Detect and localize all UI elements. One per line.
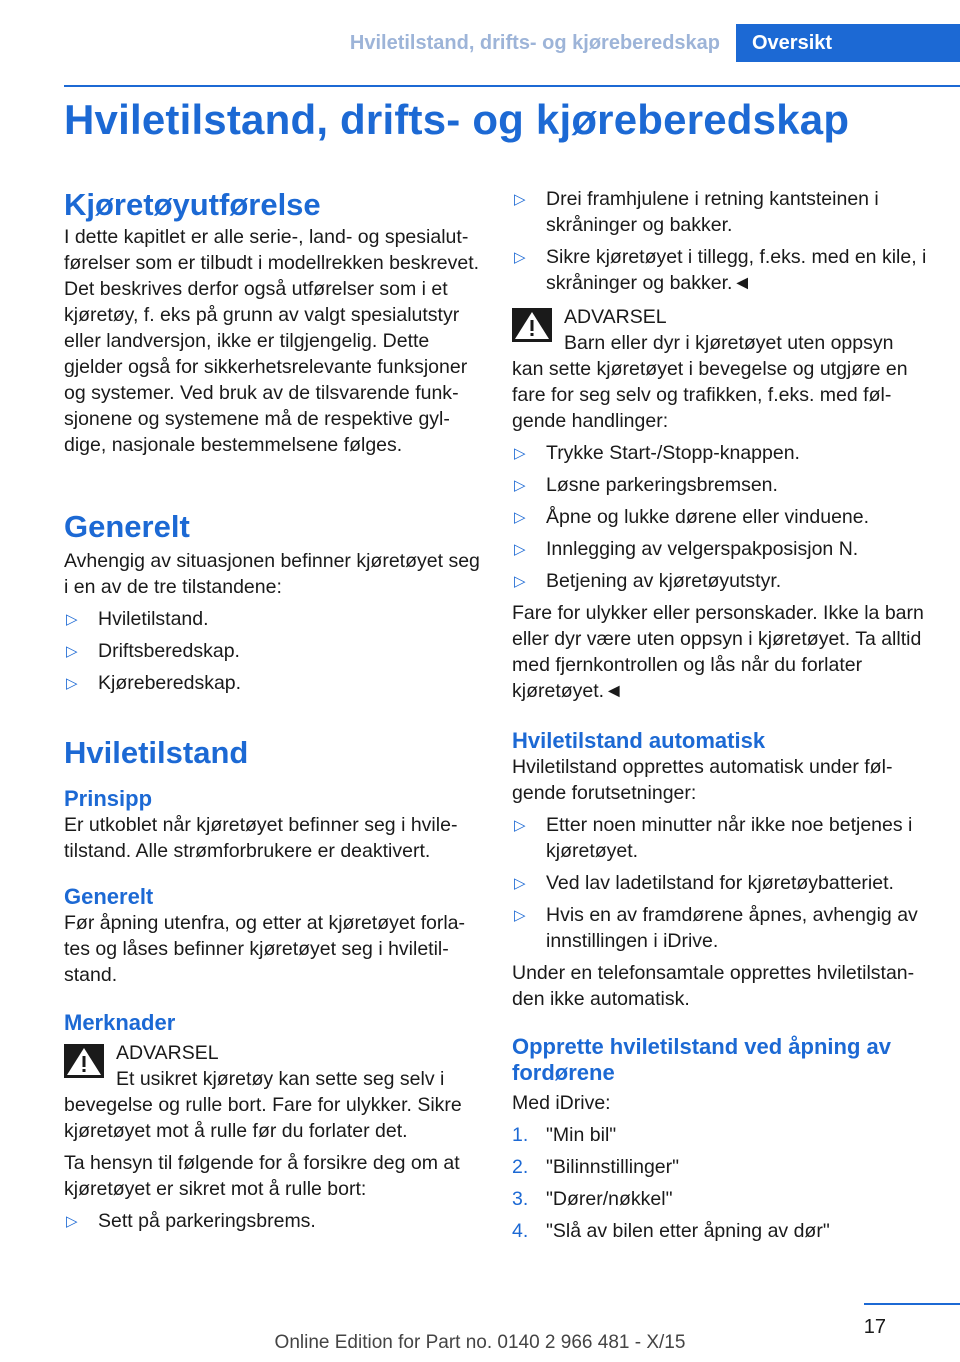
subheading-merknader: Merknader: [64, 1010, 176, 1035]
paragraph-fare: Fare for ulykker eller personskader. Ikke la barn eller dyr være uten oppsyn i kjøretøyet. Ta alltid med fjernkontrollen og lås når du forlater kjøretøyet.◄: [512, 602, 924, 702]
heading-hviletilstand: Hviletilstand: [64, 735, 249, 770]
page-number: 17: [863, 1316, 886, 1338]
triangle-bullet-icon: ▷: [514, 509, 526, 526]
list-item: ▷ Hvis en av framdørene åpnes, avhengig av innstillingen i iDrive.: [514, 904, 918, 952]
triangle-bullet-icon: ▷: [66, 675, 78, 692]
warning-first-line: Barn eller dyr i kjøretøyet uten oppsyn: [564, 332, 894, 354]
paragraph-kjoretoyutforelse: I dette kapitlet er alle serie-, land- og spesialutførelser som er tilbudt i modellrekken beskrevet. Det beskrives derfor også utførelser som i et kjøretøy, f. eks på grunn av valgt spesialutstyr eller landversjon, ikke er tilgjengelig. Dette gjelder også for sikkerhetsrelevante funksjoner og systemer. Ved bruk av de tilsvarende funksjonene og systemene må de respektive gyldige, nasjonale bestemmelsene følges.: [64, 226, 480, 456]
subheading-generelt: Generelt: [64, 884, 154, 909]
triangle-bullet-icon: ▷: [514, 817, 526, 834]
triangle-bullet-icon: ▷: [514, 573, 526, 590]
paragraph-generelt: Avhengig av situasjonen befinner kjøretøyet seg i en av de tre tilstandene:: [64, 550, 480, 598]
page-header: [0, 24, 960, 62]
list-sikring: [64, 1208, 480, 1234]
list-item: ▷ Hviletilstand.: [64, 606, 480, 632]
header-rule: [64, 85, 960, 87]
list-item: ▷ Drei framhjulene i retning kantsteinen i skråninger og bakker.: [514, 188, 879, 236]
left-column: [64, 186, 480, 1240]
step-item: 2. "Bilinnstillinger": [512, 1156, 680, 1178]
triangle-bullet-icon: ▷: [66, 611, 78, 628]
header-tab-oversikt[interactable]: Oversikt: [736, 24, 960, 62]
warning-box: [64, 1040, 480, 1144]
warning-body: kan sette kjøretøyet i bevegelse og utgjøre en fare for seg selv og trafikken, f.eks. med følgende handlinger:: [512, 358, 908, 432]
paragraph-med-idrive: Med iDrive:: [512, 1092, 611, 1114]
list-item: ▷ Trykke Start-/Stopp-knappen.: [512, 440, 928, 466]
list-item: ▷ Løsne parkeringsbremsen.: [512, 472, 928, 498]
footer-edition: Online Edition for Part no. 0140 2 966 481 - X/15: [274, 1332, 686, 1353]
header-section-title: Hviletilstand, drifts- og kjøreberedskap: [349, 32, 720, 54]
warning-triangle-icon: [64, 1044, 104, 1078]
list-item: ▷ Innlegging av velgerspakposisjon N.: [512, 536, 928, 562]
subheading-opprette-hviletilstand: Opprette hviletilstand ved åpning av fordørene: [512, 1034, 891, 1085]
triangle-bullet-icon: ▷: [514, 907, 526, 924]
list-tilstander: [64, 606, 480, 696]
page-title: Hviletilstand, drifts- og kjøreberedskap: [64, 96, 850, 143]
triangle-bullet-icon: ▷: [514, 249, 526, 266]
list-handlinger: [512, 440, 928, 594]
triangle-bullet-icon: ▷: [514, 541, 526, 558]
list-item: ▷ Ved lav ladetilstand for kjøretøybatteriet.: [512, 870, 928, 896]
list-item: ▷ Sett på parkeringsbrems.: [64, 1208, 480, 1234]
triangle-bullet-icon: ▷: [66, 643, 78, 660]
warning-body: bevegelse og rulle bort. Fare for ulykker. Sikre kjøretøyet mot å rulle før du forlater det.: [64, 1094, 462, 1142]
subheading-prinsipp: Prinsipp: [64, 786, 153, 811]
list-item: ▷ Kjøreberedskap.: [64, 670, 480, 696]
list-item: ▷ Etter noen minutter når ikke noe betjenes i kjøretøyet.: [514, 814, 913, 862]
warning-triangle-icon: [512, 308, 552, 342]
step-item: 4. "Slå av bilen etter åpning av dør": [512, 1220, 830, 1242]
triangle-bullet-icon: ▷: [514, 477, 526, 494]
warning-title: ADVARSEL: [564, 306, 667, 328]
step-item: 3. "Dører/nøkkel": [512, 1188, 673, 1210]
step-item: 1. "Min bil": [512, 1124, 617, 1146]
subheading-hviletilstand-automatisk: Hviletilstand automatisk: [512, 728, 766, 753]
triangle-bullet-icon: ▷: [514, 875, 526, 892]
paragraph-automatisk: Hviletilstand opprettes automatisk under følgende forutsetninger:: [512, 756, 893, 804]
list-item: ▷ Driftsberedskap.: [64, 638, 480, 664]
list-forutsetninger: [512, 812, 928, 954]
list-sikring-fortsatt: [512, 186, 928, 296]
list-item: ▷ Åpne og lukke dørene eller vinduene.: [512, 504, 928, 530]
paragraph-prinsipp: Er utkoblet når kjøretøyet befinner seg i hviletilstand. Alle strømforbrukere er deaktivert.: [64, 814, 458, 862]
warning-box: [512, 304, 928, 434]
heading-generelt: Generelt: [64, 509, 190, 544]
triangle-bullet-icon: ▷: [514, 445, 526, 462]
paragraph-telefonsamtale: Under en telefonsamtale opprettes hviletilstanden ikke automatisk.: [512, 962, 915, 1010]
steps-list: [512, 1122, 928, 1244]
triangle-bullet-icon: ▷: [514, 191, 526, 208]
footer-rule: [864, 1303, 960, 1305]
list-item: ▷ Sikre kjøretøyet i tillegg, f.eks. med en kile, i skråninger og bakker.◄: [514, 246, 927, 294]
paragraph-hviletilstand-generelt: Før åpning utenfra, og etter at kjøretøyet forlates og låses befinner kjøretøyet seg i hviletilstand.: [64, 912, 466, 986]
paragraph-sikring: Ta hensyn til følgende for å forsikre deg om at kjøretøyet er sikret mot å rulle bort:: [64, 1152, 460, 1200]
warning-first-line: Et usikret kjøretøy kan sette seg selv i: [116, 1068, 445, 1090]
triangle-bullet-icon: ▷: [66, 1213, 78, 1230]
right-column: [512, 186, 928, 1250]
warning-title: ADVARSEL: [116, 1042, 219, 1064]
heading-kjoretoyutforelse: Kjøretøyutførelse: [64, 187, 321, 222]
list-item: ▷ Betjening av kjøretøyutstyr.: [512, 568, 928, 594]
